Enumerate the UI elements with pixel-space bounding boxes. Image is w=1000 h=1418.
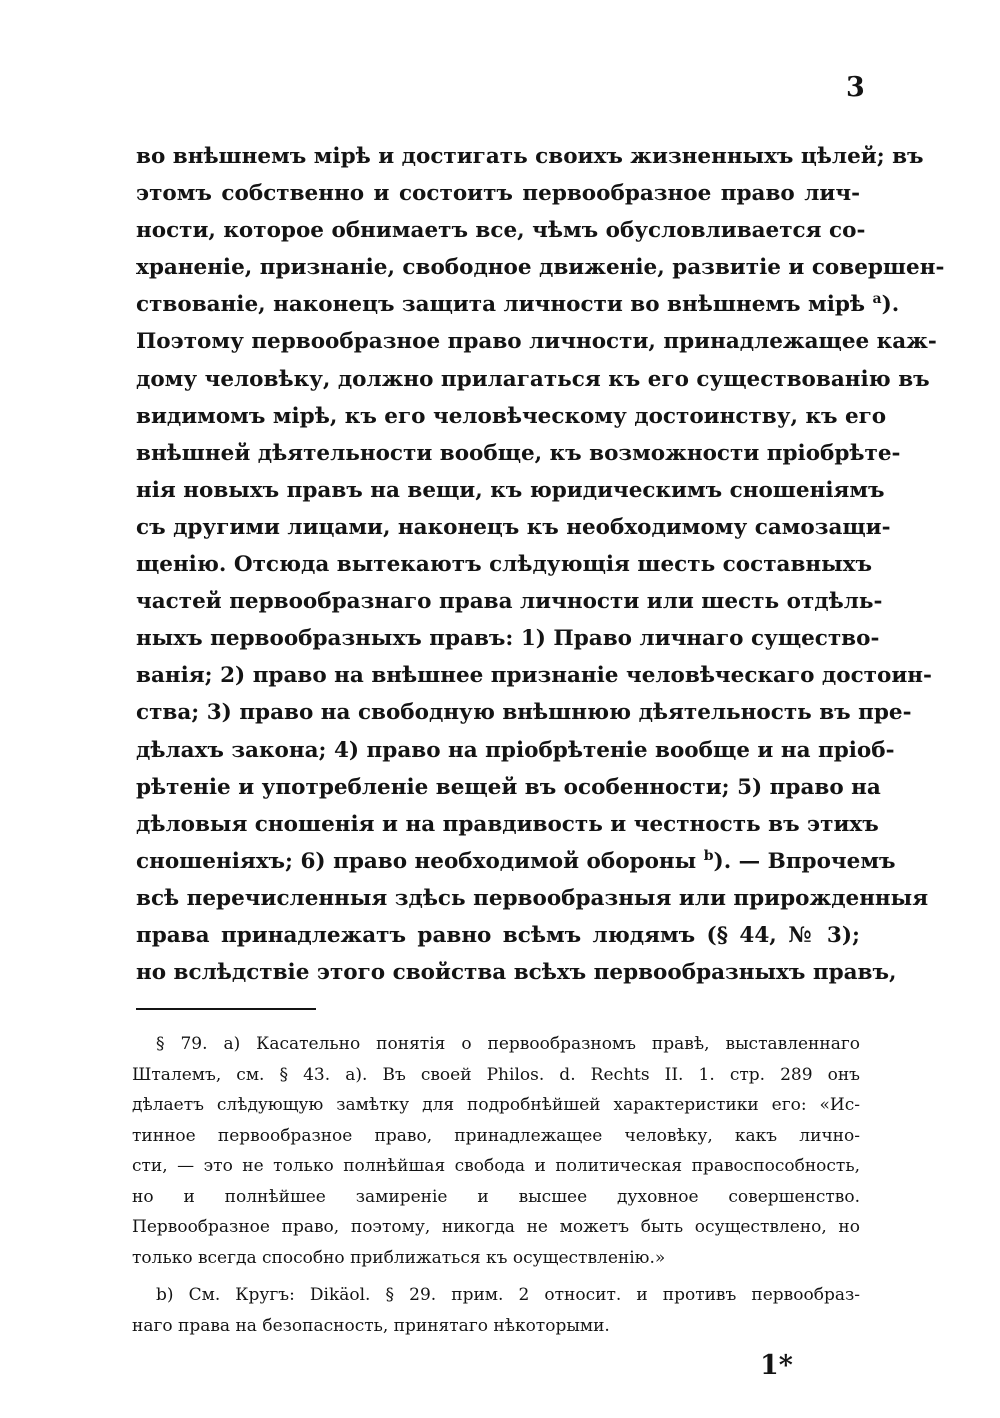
main-text [136, 138, 945, 991]
text-line: ванія; 2) право на внѣшнее признаніе человѣческаго достоин- [136, 663, 932, 689]
text-line: но вслѣдствіе этого свойства всѣхъ первообразныхъ правъ, [136, 960, 897, 986]
text-line: во внѣшнемъ мірѣ и достигать своихъ жизненныхъ цѣлей; въ [136, 144, 924, 169]
footnote-ref-a: a [872, 291, 882, 308]
footnote-divider [136, 1008, 316, 1010]
text-line: дому человѣку, должно прилагаться къ его существованію въ [136, 366, 930, 392]
text-line: ныхъ первообразныхъ правъ: 1) Право личнаго существо- [136, 626, 880, 652]
page-number: 3 [846, 72, 865, 103]
footnote-b-line: наго права на безопасность, принятаго нѣкоторыми. [132, 1315, 610, 1336]
text-line: права принадлежатъ равно всѣмъ людямъ (§ 44, № 3); [136, 922, 860, 948]
footnote-a-line: Шталемъ, см. § 43. a). Въ своей Philos. d. Rechts II. 1. стр. 289 онъ [132, 1064, 860, 1085]
text-line [136, 286, 900, 323]
footnote-a-line: но и полнѣйшее замиреніе и высшее духовное совершенство. [132, 1186, 860, 1207]
text-line: съ другими лицами, наконецъ къ необходимому самозащи- [136, 514, 891, 540]
text-line: всѣ перечисленныя здѣсь первообразныя или прирожденныя [136, 885, 929, 911]
signature-mark: 1* [760, 1350, 793, 1381]
footnote-a-line: дѣлаетъ слѣдующую замѣтку для подробнѣйшей характеристики его: «Ис- [132, 1095, 860, 1115]
text-line: нія новыхъ правъ на вещи, къ юридическимъ сношеніямъ [136, 477, 885, 503]
text-line [136, 843, 896, 880]
footnote-a-line: тинное первообразное право, принадлежащее человѣку, какъ лично- [132, 1125, 860, 1146]
text-line-content: ствованіе, наконецъ защита личности во внѣшнемъ мірѣ [136, 292, 866, 318]
text-line: щенію. Отсюда вытекаютъ слѣдующія шесть составныхъ [136, 552, 872, 578]
text-line: дѣлахъ закона; 4) право на пріобрѣтеніе вообще и на пріоб- [136, 737, 895, 763]
footnote-a-line: § 79. a) Касательно понятія о первообразномъ правѣ, выставленнаго [156, 1034, 860, 1054]
text-line: внѣшней дѣятельности вообще, къ возможности пріобрѣте- [136, 440, 901, 466]
text-line: частей первообразнаго права личности или шесть отдѣль- [136, 589, 883, 615]
text-line: Поэтому первообразное право личности, принадлежащее каж- [136, 329, 937, 355]
footnote-a-line: сти, — это не только полнѣйшая свобода и политическая правоспособность, [132, 1156, 860, 1176]
footnote-ref-b-close: ). — Впрочемъ [713, 848, 896, 874]
text-line: ства; 3) право на свободную внѣшнюю дѣятельность въ пре- [136, 700, 912, 726]
footnote-a-line: только всегда способно приближаться къ осуществленію.» [132, 1247, 666, 1268]
text-line: видимомъ мірѣ, къ его человѣческому достоинству, къ его [136, 403, 887, 429]
text-line: храненіе, признаніе, свободное движеніе, развитіе и совершен- [136, 255, 945, 281]
footnote-b-line: b) См. Кругъ: Dikäol. § 29. прим. 2 относит. и противъ первообраз- [156, 1285, 860, 1305]
text-line: этомъ собственно и состоитъ первообразное право лич- [136, 181, 860, 207]
footnote-a-line: Первообразное право, поэтому, никогда не можетъ быть осуществлено, но [132, 1217, 860, 1237]
text-line: ности, которое обнимаетъ все, чѣмъ обусловливается со- [136, 218, 866, 244]
text-line: рѣтеніе и употребленіе вещей въ особенности; 5) право на [136, 774, 881, 800]
text-line: дѣловыя сношенія и на правдивость и честность въ этихъ [136, 811, 879, 837]
footnotes [132, 1029, 860, 1341]
text-line-content: сношеніяхъ; 6) право необходимой обороны [136, 848, 697, 874]
footnote-ref-b: b [703, 847, 714, 864]
footnote-gap [132, 1273, 860, 1280]
footnote-ref-a-close: ). [881, 292, 900, 318]
